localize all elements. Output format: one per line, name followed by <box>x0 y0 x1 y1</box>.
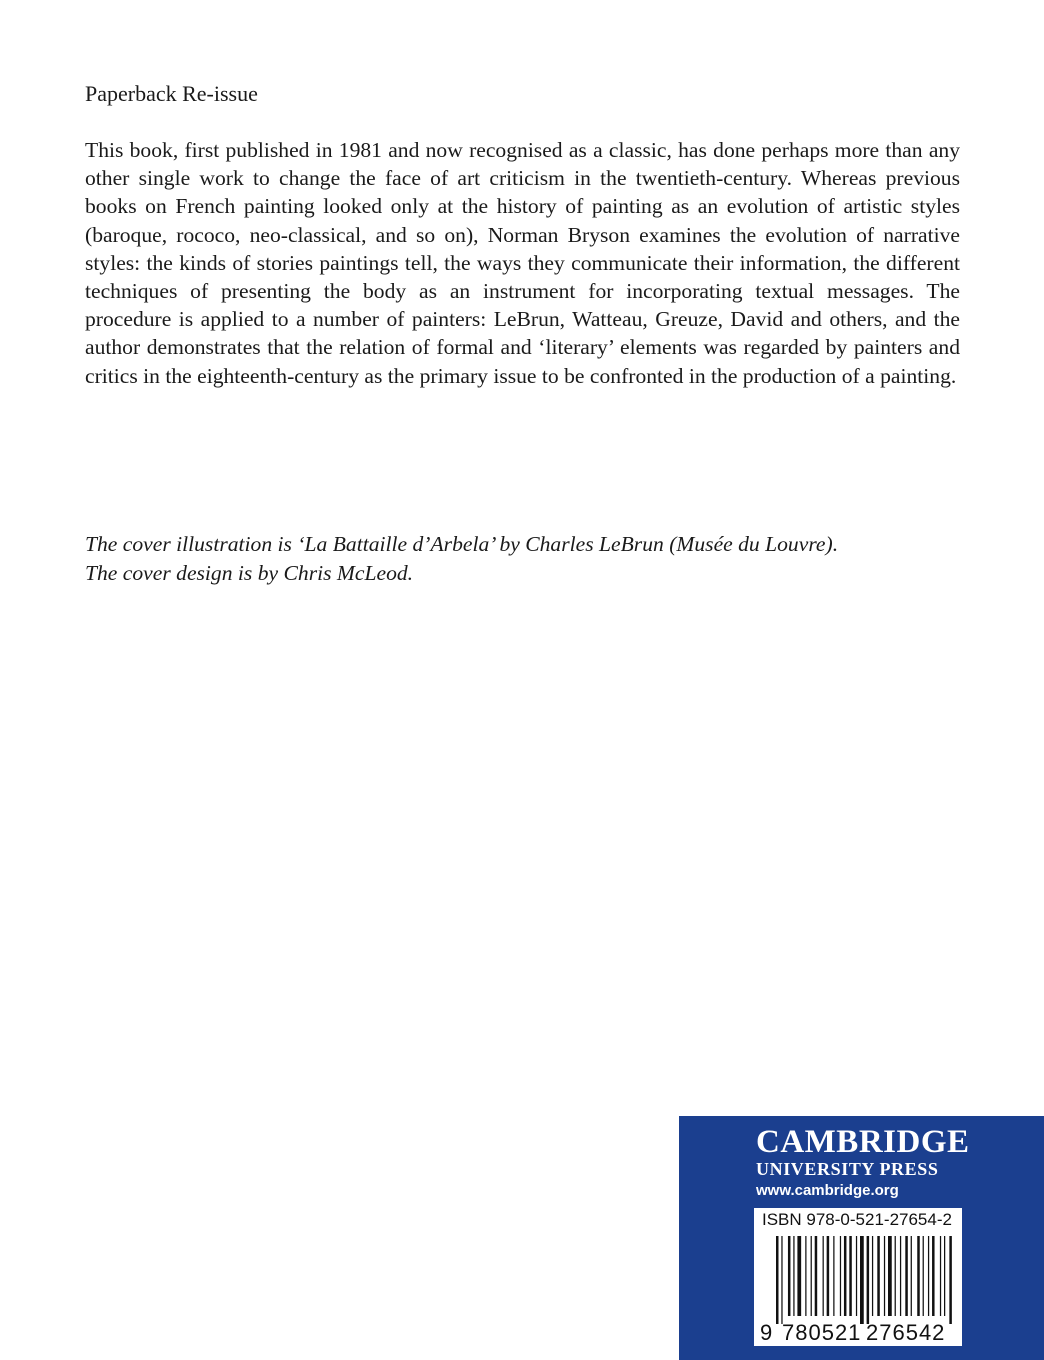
publisher-subtitle: UNIVERSITY PRESS <box>756 1159 939 1179</box>
barcode-bar <box>833 1236 834 1316</box>
barcode-bar <box>888 1236 892 1316</box>
barcode-bar <box>923 1236 924 1316</box>
barcode <box>754 1208 962 1346</box>
edition-label: Paperback Re-issue <box>85 81 258 106</box>
barcode-bar <box>805 1236 806 1316</box>
barcode-bar <box>860 1236 864 1324</box>
barcode-bar <box>811 1236 812 1316</box>
barcode-bar <box>944 1236 945 1316</box>
barcode-bar <box>856 1236 857 1316</box>
barcode-bar <box>884 1236 885 1316</box>
publisher-website: www.cambridge.org <box>756 1182 899 1199</box>
barcode-bar <box>815 1236 818 1316</box>
barcode-digits-right: 276542 <box>866 1320 946 1345</box>
publisher-panel <box>679 1116 1044 1360</box>
barcode-bar <box>911 1236 912 1316</box>
design-credit: The cover design is by Chris McLeod. <box>85 561 414 585</box>
cover-credits <box>85 530 985 588</box>
barcode-bar <box>781 1236 782 1324</box>
barcode-bar <box>793 1236 794 1316</box>
barcode-bar <box>827 1236 830 1316</box>
barcode-bar <box>823 1236 824 1316</box>
barcode-bar <box>844 1236 847 1316</box>
isbn-label: ISBN 978-0-521-27654-2 <box>762 1210 952 1229</box>
barcode-bar <box>895 1236 896 1316</box>
barcode-bar <box>940 1236 941 1316</box>
barcode-digit-prefix: 9 <box>760 1320 773 1345</box>
barcode-bar <box>877 1236 880 1316</box>
book-description: This book, first published in 1981 and now recognised as a classic, has done perhaps more than any other single work to change the face of art criticism in the twentieth-century. Whereas previous books on French painting looked only at the history of painting as an evolution of artistic styles (baroque, rococo, neo-classical, and so on), Norman Bryson examines the evolution of narrative styles: the kinds of stories paintings tell, the ways they communicate their information, the different techniques of presenting the body as an instrument for incorporating textual messages. The procedure is applied to a number of painters: LeBrun, Watteau, Greuze, David and others, and the author demonstrates that the relation of formal and ‘literary’ elements was regarded by painters and critics in the eighteenth-century as the primary issue to be confronted in the production of a painting. <box>85 138 960 388</box>
publisher-logo: CAMBRIDGE <box>756 1124 970 1160</box>
barcode-bar <box>932 1236 935 1316</box>
barcode-bar <box>917 1236 920 1316</box>
barcode-bar <box>849 1236 852 1316</box>
barcode-bar <box>797 1236 801 1316</box>
barcode-bar <box>840 1236 841 1316</box>
barcode-bar <box>905 1236 908 1316</box>
isbn-barcode-box <box>754 1208 962 1346</box>
barcode-bar <box>949 1236 952 1324</box>
barcode-bars <box>776 1236 952 1324</box>
barcode-digits-left: 780521 <box>782 1320 862 1345</box>
barcode-bar <box>900 1236 901 1316</box>
barcode-bar <box>872 1236 873 1316</box>
barcode-bar <box>788 1236 791 1316</box>
barcode-bar <box>776 1236 779 1324</box>
illustration-credit: The cover illustration is ‘La Battaille d’Arbela’ by Charles LeBrun (Musée du Louvre). <box>85 532 839 556</box>
barcode-bar <box>867 1236 870 1324</box>
barcode-bar <box>928 1236 929 1316</box>
